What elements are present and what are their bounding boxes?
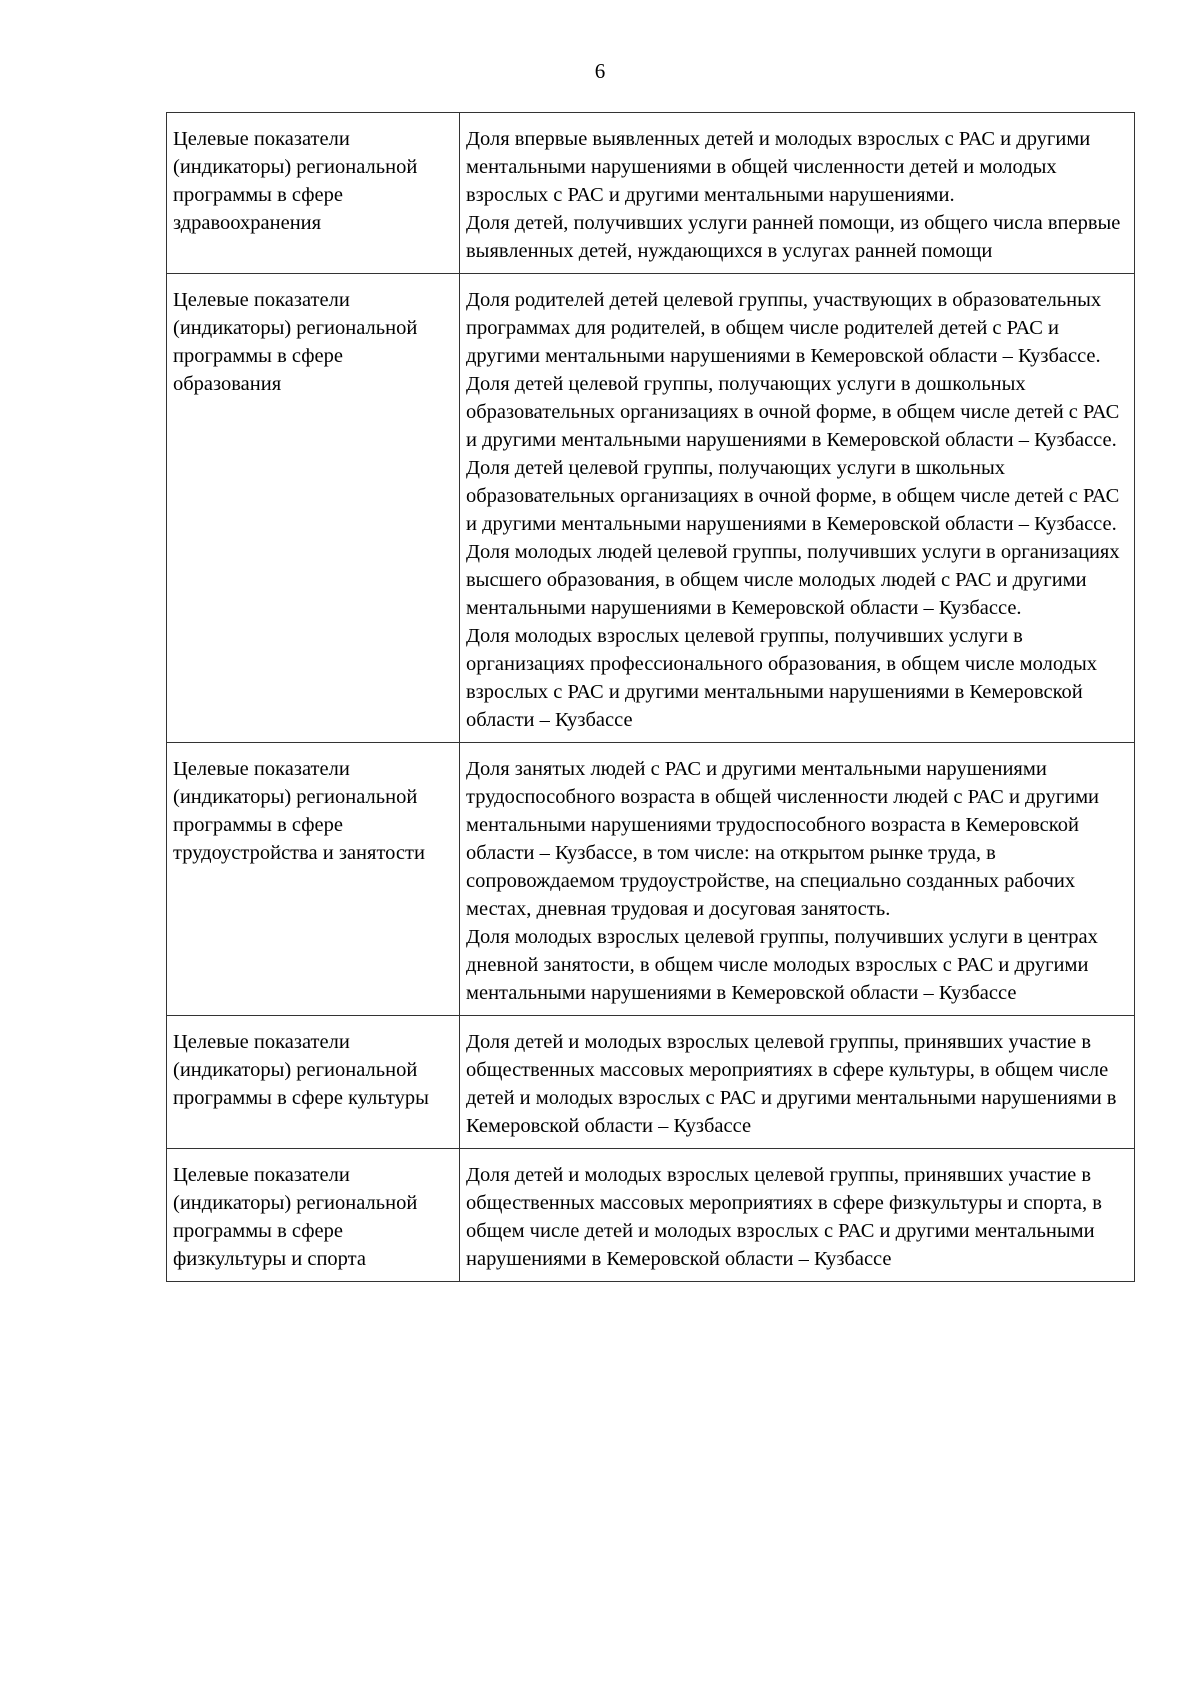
indicator-paragraph: Доля детей и молодых взрослых целевой группы, принявших участие в общественных массовых мероприятиях в сфере культуры, в общем числе детей и молодых взрослых с РАС и другими ментальными нарушениями в Кемеровской области – Кузбассе xyxy=(466,1031,1117,1137)
row-content-cell xyxy=(460,1016,1135,1149)
row-label-cell: Целевые показатели (индикаторы) региональной программы в сфере трудоустройства и занятости xyxy=(167,743,460,1016)
indicator-paragraph: Доля впервые выявленных детей и молодых взрослых с РАС и другими ментальными нарушениями в общей численности детей и молодых взрослых с РАС и другими ментальными нарушениями. xyxy=(466,128,1091,206)
indicator-paragraph: Доля детей и молодых взрослых целевой группы, принявших участие в общественных массовых мероприятиях в сфере физкультуры и спорта, в общем числе детей и молодых взрослых с РАС и другими ментальными нарушениями в Кемеровской области – Кузбассе xyxy=(466,1164,1102,1270)
page-number: 6 xyxy=(594,59,606,83)
indicators-table xyxy=(166,112,1135,1282)
row-content-cell xyxy=(460,113,1135,274)
indicator-paragraph: Доля детей, получивших услуги ранней помощи, из общего числа впервые выявленных детей, нуждающихся в услугах ранней помощи xyxy=(466,212,1121,262)
indicator-paragraph: Доля родителей детей целевой группы, участвующих в образовательных программах для родителей, в общем числе родителей детей с РАС и другими ментальными нарушениями в Кемеровской области – Кузбассе. xyxy=(466,289,1102,367)
row-label-cell: Целевые показатели (индикаторы) региональной программы в сфере культуры xyxy=(167,1016,460,1149)
row-label-cell: Целевые показатели (индикаторы) региональной программы в сфере образования xyxy=(167,274,460,743)
indicator-paragraph: Доля молодых взрослых целевой группы, получивших услуги в центрах дневной занятости, в общем числе молодых взрослых с РАС и другими ментальными нарушениями в Кемеровской области – Кузбассе xyxy=(466,926,1098,1004)
indicator-paragraph: Доля занятых людей с РАС и другими ментальными нарушениями трудоспособного возраста в общей численности людей с РАС и другими ментальными нарушениями трудоспособного возраста в Кемеровской области – Кузбассе, в том числе: на открытом рынке труда, в сопровождаемом трудоустройстве, на специально созданных рабочих местах, дневная трудовая и досуговая занятость. xyxy=(466,758,1100,920)
indicator-paragraph: Доля детей целевой группы, получающих услуги в дошкольных образовательных организациях в очной форме, в общем числе детей с РАС и другими ментальными нарушениями в Кемеровской области – Кузбассе. xyxy=(466,373,1120,451)
table-row xyxy=(167,274,1135,743)
table-row xyxy=(167,1149,1135,1282)
row-content-cell xyxy=(460,1149,1135,1282)
table-row xyxy=(167,113,1135,274)
row-label-cell: Целевые показатели (индикаторы) региональной программы в сфере здравоохранения xyxy=(167,113,460,274)
indicator-paragraph: Доля молодых взрослых целевой группы, получивших услуги в организациях профессионального образования, в общем числе молодых взрослых с РАС и другими ментальными нарушениями в Кемеровской области – Кузбассе xyxy=(466,625,1097,731)
row-label-cell: Целевые показатели (индикаторы) региональной программы в сфере физкультуры и спорта xyxy=(167,1149,460,1282)
row-content-cell xyxy=(460,274,1135,743)
table-row xyxy=(167,1016,1135,1149)
indicator-paragraph: Доля молодых людей целевой группы, получивших услуги в организациях высшего образования, в общем числе молодых людей с РАС и другими ментальными нарушениями в Кемеровской области – Кузбассе. xyxy=(466,541,1120,619)
row-content-cell xyxy=(460,743,1135,1016)
table-row xyxy=(167,743,1135,1016)
indicator-paragraph: Доля детей целевой группы, получающих услуги в школьных образовательных организациях в очной форме, в общем числе детей с РАС и другими ментальными нарушениями в Кемеровской области – Кузбассе. xyxy=(466,457,1120,535)
